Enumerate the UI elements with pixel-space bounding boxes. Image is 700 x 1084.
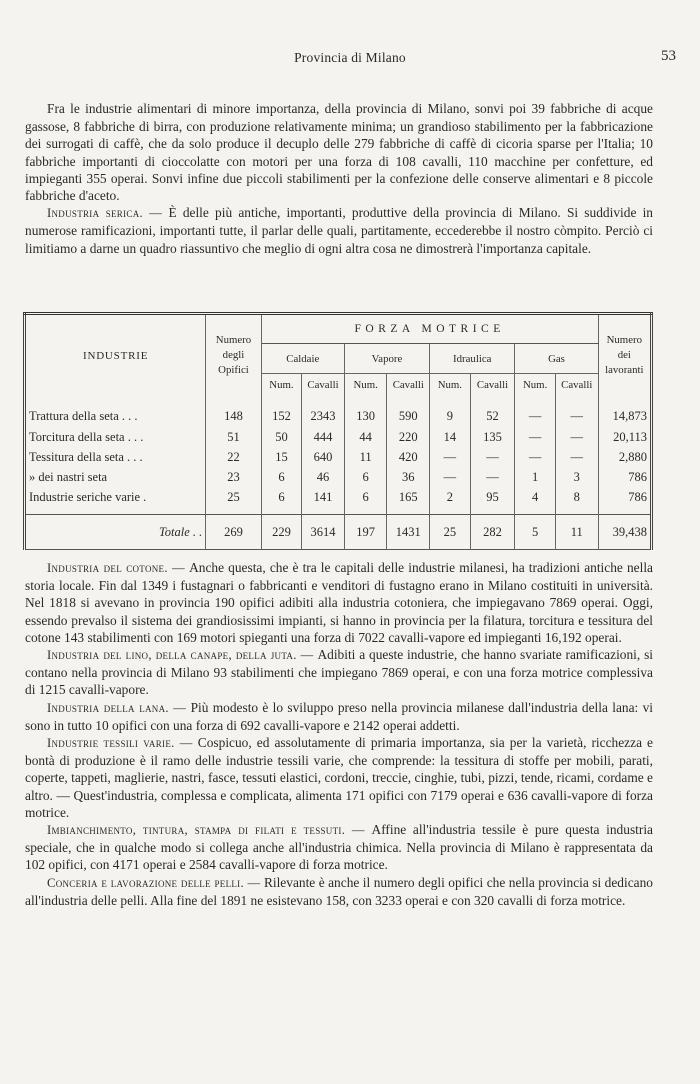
header-forza-motrice: FORZA MOTRICE bbox=[261, 314, 598, 344]
cell-vapore-cavalli: 590 bbox=[387, 396, 430, 427]
total-label: Totale . . bbox=[25, 515, 206, 550]
total-cell-vapore-cavalli: 1431 bbox=[387, 515, 430, 550]
cell-opifici: 25 bbox=[206, 488, 261, 515]
paragraph-text: Cospicuo, ed assolutamente di primaria importanza, sia per la varietà, ricchezza e bontà di produzione è il ramo delle industrie tessili varie, che comprende: la tessitura di stoffe per mobili, parati, coperte, tappeti, maglierie, nastri, fasce, tessuti elastici, cordoni, treccie, cinghie, tubi, pizzi, tende, ricami, cordame e altro. — Quest'industria, complessa e complicata, alimenta 171 opifici con 7179 operai e 636 cavalli-vapore di forza motrice. bbox=[25, 735, 654, 820]
paragraph-text: Affine all'industria tessile è pure questa industria speciale, che in qualche modo si collega anche all'industria chimica. Nella provincia di Milano è rappresentata da 102 opifici, con 4171 operai e 2584 cavalli-vapore di forza motrice. bbox=[25, 822, 653, 873]
cell-lavoranti: 14,873 bbox=[598, 396, 651, 427]
header-idraulica: Idraulica bbox=[430, 344, 515, 374]
header-gas: Gas bbox=[548, 352, 565, 365]
sub-num: Num. bbox=[344, 374, 387, 397]
table-row bbox=[25, 396, 652, 427]
sub-num: Num. bbox=[261, 374, 302, 397]
total-cell-vapore-num: 197 bbox=[344, 515, 387, 550]
table-row bbox=[25, 467, 652, 487]
cell-idraulica-num: — bbox=[430, 467, 471, 487]
paragraph bbox=[25, 646, 653, 699]
cell-idraulica-num: — bbox=[430, 447, 471, 467]
running-head bbox=[24, 50, 676, 70]
paragraph bbox=[25, 821, 653, 874]
cell-vapore-cavalli: 220 bbox=[387, 427, 430, 447]
cell-caldaie-num: 152 bbox=[261, 396, 302, 427]
table-row bbox=[25, 427, 652, 447]
header-caldaie: Caldaie bbox=[261, 344, 344, 374]
total-cell-gas-num: 5 bbox=[515, 515, 556, 550]
cell-gas-num: 1 bbox=[515, 467, 556, 487]
sub-cavalli: Cavalli bbox=[387, 374, 430, 397]
cell-idraulica-num: 14 bbox=[430, 427, 471, 447]
cell-vapore-num: 11 bbox=[344, 447, 387, 467]
cell-caldaie-cavalli: 46 bbox=[302, 467, 345, 487]
paragraph-text: Fra le industrie alimentari di minore importanza, della provincia di Milano, sonvi poi 39 fabbriche di acque gassose, 8 fabbriche di birra, con produzione relativamente minima; un grandioso stabilimento per la fabbricazione dei surrogati di caffè, che da solo produce il decuplo delle 279 fabbriche di caffè di cicoria sparse per l'Italia; 10 fabbriche importanti di cioccolatte con motori per una forza di 108 cavalli, 110 macchine per confetture, ed impieganti 355 operai. Sonvi infine due piccoli stabilimenti per la confezione delle conserve alimentari e 8 piccole fabbriche d'aceto. bbox=[25, 101, 653, 204]
cell-caldaie-num: 50 bbox=[261, 427, 302, 447]
section-lead: Industria serica. — bbox=[47, 206, 169, 221]
cell-lavoranti: 2,880 bbox=[598, 447, 651, 467]
text-block-bottom bbox=[25, 559, 653, 909]
cell-idraulica-cavalli: 52 bbox=[470, 396, 515, 427]
cell-idraulica-cavalli: — bbox=[470, 447, 515, 467]
cell-caldaie-cavalli: 141 bbox=[302, 488, 345, 515]
cell-caldaie-num: 6 bbox=[261, 467, 302, 487]
row-label: Tessitura della seta . . . bbox=[25, 447, 206, 467]
paragraph bbox=[25, 734, 653, 821]
total-cell-idraulica-cavalli: 282 bbox=[470, 515, 515, 550]
paragraph-text: Più modesto è lo sviluppo preso nella provincia milanese dall'industria della lana: vi sono in tutto 10 opifici con una forza di 692 cavalli-vapore e 2142 operai addetti. bbox=[25, 699, 653, 733]
cell-gas-num: — bbox=[515, 447, 556, 467]
cell-vapore-cavalli: 420 bbox=[387, 447, 430, 467]
paragraph-text: Adibiti a queste industrie, che hanno svariate ramificazioni, si contano nella provincia di Milano 93 stabilimenti che impiegano 7869 operai, e con una forza motrice complessiva di 1215 cavalli-vapore. bbox=[25, 647, 654, 698]
paragraph bbox=[25, 204, 653, 257]
total-cell-caldaie-cavalli: 3614 bbox=[302, 515, 345, 550]
cell-opifici: 22 bbox=[206, 447, 261, 467]
cell-vapore-num: 6 bbox=[344, 467, 387, 487]
sub-cavalli: Cavalli bbox=[555, 374, 598, 397]
sub-cavalli: Cavalli bbox=[470, 374, 515, 397]
total-cell-opifici: 269 bbox=[206, 515, 261, 550]
sub-num: Num. bbox=[515, 374, 556, 397]
cell-lavoranti: 20,113 bbox=[598, 427, 651, 447]
text-block-top bbox=[25, 100, 653, 257]
section-lead: Conceria e lavorazione delle pelli. — bbox=[47, 875, 264, 890]
running-title: Provincia di Milano bbox=[294, 50, 406, 65]
cell-gas-cavalli: — bbox=[570, 429, 583, 444]
paragraph-text: È delle più antiche, importanti, produttive della provincia di Milano. Si suddivide in numerose ramificazioni, importanti tutte, il parlar delle quali, partitamente, eccederebbe il nostro còmpito. Perciò ci limitiamo a darne un quadro riassuntivo che meglio di ogni altra cosa ne dimostrerà l'importanza capitale. bbox=[25, 205, 653, 256]
cell-vapore-num: 6 bbox=[344, 488, 387, 515]
cell-caldaie-cavalli: 640 bbox=[302, 447, 345, 467]
total-cell-caldaie-num: 229 bbox=[261, 515, 302, 550]
cell-gas-num: — bbox=[515, 427, 556, 447]
cell-gas-cavalli: 3 bbox=[573, 469, 580, 484]
paragraph bbox=[25, 559, 653, 646]
header-vapore: Vapore bbox=[344, 344, 429, 374]
row-label: » dei nastri seta bbox=[25, 467, 206, 487]
cell-vapore-num: 130 bbox=[344, 396, 387, 427]
cell-caldaie-num: 6 bbox=[261, 488, 302, 515]
paragraph bbox=[25, 874, 653, 909]
cell-idraulica-cavalli: 135 bbox=[470, 427, 515, 447]
cell-gas-num: — bbox=[515, 396, 556, 427]
cell-gas-cavalli: — bbox=[570, 409, 583, 424]
cell-vapore-num: 44 bbox=[344, 427, 387, 447]
section-lead: Industria del cotone. — bbox=[47, 561, 190, 575]
paragraph-text: Rilevante è anche il numero degli opifici che nella provincia si dedicano all'industria delle pelli. Alla fine del 1891 ne esistevano 158, con 3233 operai e con 320 cavalli di forza motrice. bbox=[25, 874, 654, 908]
cell-gas-num: 4 bbox=[515, 488, 556, 515]
cell-idraulica-cavalli: 95 bbox=[470, 488, 515, 515]
cell-idraulica-num: 9 bbox=[430, 396, 471, 427]
row-label: Trattura della seta . . . bbox=[25, 396, 206, 427]
total-cell-gas-cavalli: 11 bbox=[555, 515, 598, 550]
header-lavoranti: Numero dei lavoranti bbox=[598, 314, 651, 397]
section-lead: Imbianchimento, tintura, stampa di filati e tessuti. — bbox=[47, 823, 372, 838]
paragraph-text: Anche questa, che è tra le capitali delle industrie milanesi, ha tradizioni antiche nella storia locale. Fin dal 1349 i fustagnari o fabbricanti e venditori di fustagno erano in Milano costituiti in università. Nel 1818 si avevano in provincia 190 opifici adibiti alla industria cotoniera, che impiegavano 7869 operai. Oggi, essendo prevalso il sistema dei grandiosissimi impianti, si hanno in provincia per la filatura, torcitura e tessitura del cotone 143 stabilimenti con 169 motori spieganti una forza di 7022 cavalli-vapore ed impieganti 16,192 operai. bbox=[25, 560, 653, 645]
cell-caldaie-cavalli: 444 bbox=[302, 427, 345, 447]
cell-opifici: 23 bbox=[206, 467, 261, 487]
cell-caldaie-cavalli: 2343 bbox=[302, 396, 345, 427]
table-body bbox=[25, 396, 652, 550]
total-cell-lavoranti: 39,438 bbox=[598, 515, 651, 550]
table-row bbox=[25, 447, 652, 467]
row-label: Torcitura della seta . . . bbox=[25, 427, 206, 447]
cell-opifici: 51 bbox=[206, 427, 261, 447]
sub-num: Num. bbox=[430, 374, 471, 397]
total-cell-idraulica-num: 25 bbox=[430, 515, 471, 550]
cell-vapore-cavalli: 36 bbox=[387, 467, 430, 487]
cell-lavoranti: 786 bbox=[598, 467, 651, 487]
cell-opifici: 148 bbox=[206, 396, 261, 427]
cell-gas-cavalli: 8 bbox=[573, 490, 580, 505]
row-label: Industrie seriche varie . bbox=[25, 488, 206, 515]
header-industrie: INDUSTRIE bbox=[25, 314, 206, 397]
silk-industry-table bbox=[23, 312, 653, 550]
table-row bbox=[25, 488, 652, 515]
page-number: 53 bbox=[661, 48, 676, 64]
cell-caldaie-num: 15 bbox=[261, 447, 302, 467]
cell-vapore-cavalli: 165 bbox=[387, 488, 430, 515]
header-numero-opifici: Numero degli Opifici bbox=[206, 314, 261, 397]
total-row bbox=[25, 515, 652, 550]
section-lead: Industria della lana. — bbox=[47, 700, 191, 715]
section-lead: Industrie tessili varie. — bbox=[47, 736, 198, 751]
cell-lavoranti: 786 bbox=[598, 488, 651, 515]
paragraph bbox=[25, 100, 653, 204]
cell-idraulica-cavalli: — bbox=[470, 467, 515, 487]
sub-cavalli: Cavalli bbox=[302, 374, 345, 397]
cell-idraulica-num: 2 bbox=[430, 488, 471, 515]
cell-gas-cavalli: — bbox=[570, 449, 583, 464]
paragraph bbox=[25, 699, 653, 734]
section-lead: Industria del lino, della canape, della juta. — bbox=[47, 648, 318, 663]
